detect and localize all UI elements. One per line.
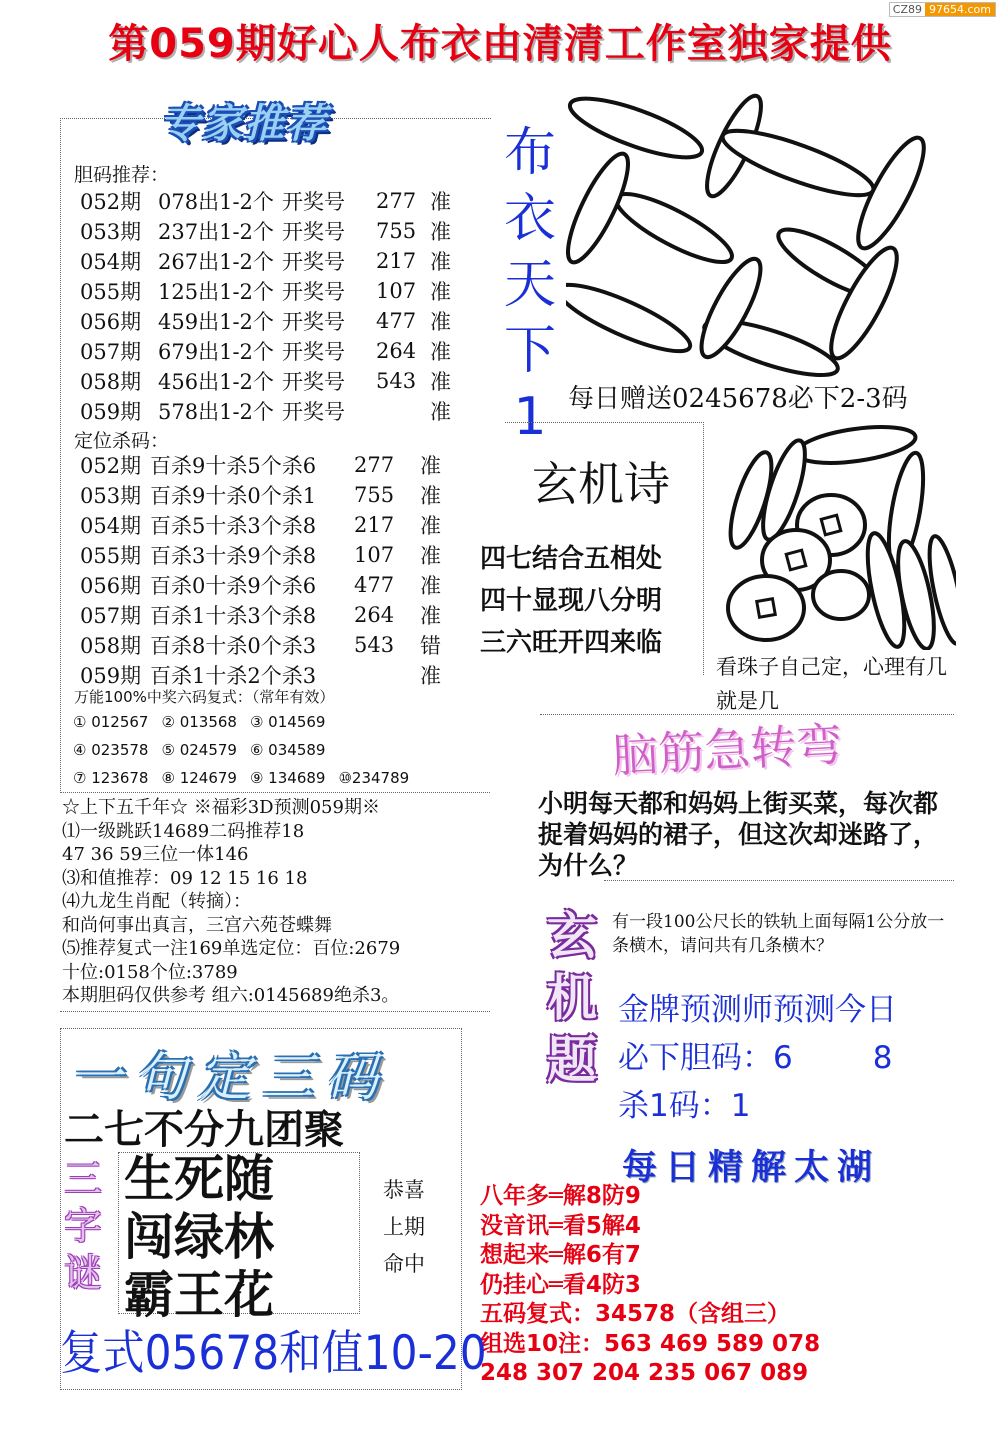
combo-item: ① 012567 — [73, 713, 149, 731]
dan-row — [80, 336, 460, 366]
dan-result: 217 — [376, 249, 417, 273]
congrats-note — [383, 1172, 425, 1283]
poem-title: 玄机诗 — [532, 457, 670, 511]
dan-result: 264 — [376, 339, 417, 363]
kill-pick: 百杀8十杀0个杀3 — [150, 634, 317, 658]
dan-mark: 准 — [430, 220, 451, 244]
dan-label: 开奖号 — [282, 370, 345, 394]
buyi-char: 衣 — [503, 189, 556, 249]
buyi-char: 1 — [513, 387, 547, 447]
sanzi-answer: 闯绿林 — [124, 1207, 274, 1266]
xuanji-ti-divider — [604, 880, 954, 881]
taihu-line: 仍挂心═看4防3 — [480, 1271, 641, 1298]
sanzi-label — [64, 1156, 114, 1297]
taihu-list — [480, 1182, 820, 1389]
sanzi-answer: 霸王花 — [124, 1265, 274, 1324]
coins-beads-image — [706, 420, 956, 650]
combo-item: ⑥ 034589 — [249, 741, 326, 759]
dan-mark: 准 — [430, 400, 451, 424]
xuanji-ti-title — [540, 905, 604, 1091]
dan-label: 开奖号 — [282, 250, 345, 274]
dan-result — [376, 396, 430, 426]
buyi-char: 下 — [503, 321, 556, 381]
dan-pick: 125出1-2个 — [158, 280, 274, 304]
forecast-line: ⑷九龙生肖配（转摘）： — [62, 891, 251, 912]
kill-period: 055期 — [80, 544, 142, 568]
combo-item: ④ 023578 — [73, 741, 149, 759]
dan-table — [80, 186, 460, 426]
dan-period: 054期 — [80, 250, 142, 274]
xuanji-ti-char: 题 — [547, 1031, 597, 1089]
naojin-title: 脑筋急转弯 — [610, 717, 844, 783]
sanzi-char: 三 — [64, 1157, 103, 1201]
kill-row — [80, 450, 450, 480]
kill-result: 477 — [354, 573, 395, 597]
taihu-line: 没音讯═看5解4 — [480, 1212, 641, 1239]
kill-row — [80, 600, 450, 630]
taihu-title: 每日精解太湖 — [622, 1147, 881, 1188]
dan-row — [80, 396, 460, 426]
kill-row — [80, 510, 450, 540]
taihu-line: 想起来═解6有7 — [480, 1242, 641, 1268]
forecast-line: ⑴一级跳跃14689二码推荐18 — [62, 820, 305, 842]
dan-mark: 准 — [430, 340, 451, 364]
buyi-vertical-title — [494, 120, 566, 450]
beads-image-25 — [566, 88, 946, 368]
gold-line2 — [618, 1034, 897, 1082]
sanzi-char: 字 — [64, 1204, 103, 1248]
kill-pick: 百杀9十杀0个杀1 — [150, 484, 317, 508]
combo-item: ⑤ 024579 — [161, 741, 237, 759]
kill-row — [80, 480, 450, 510]
dan-row — [80, 306, 460, 336]
dan-mark: 准 — [430, 310, 451, 334]
kill-period: 058期 — [80, 634, 142, 658]
combo-row — [72, 708, 421, 736]
site-watermark[interactable] — [889, 2, 996, 17]
congrats-line: 上期 — [383, 1215, 425, 1239]
dan-period: 058期 — [80, 370, 142, 394]
dan-row — [80, 276, 460, 306]
combo-table — [72, 708, 421, 792]
forecast-block — [62, 796, 400, 1008]
dan-period: 052期 — [80, 190, 142, 214]
dan-mark: 准 — [430, 250, 451, 274]
dan-mark: 准 — [430, 370, 451, 394]
buyi-char: 天 — [503, 255, 556, 315]
gold-prediction — [618, 986, 897, 1130]
dan-pick: 078出1-2个 — [158, 190, 274, 214]
dan-period: 055期 — [80, 280, 142, 304]
kill-row — [80, 630, 450, 660]
kill-mark: 准 — [420, 454, 441, 478]
xuanji-ti-char: 玄 — [547, 907, 597, 965]
dan-result: 755 — [376, 219, 417, 243]
dan-mark: 准 — [430, 190, 451, 214]
taihu-line: 八年多═解8防9 — [480, 1183, 641, 1209]
dan-label: 开奖号 — [282, 340, 345, 364]
buyi-char: 布 — [503, 123, 556, 183]
forecast-line: ⑸推荐复式一注169单选定位：百位:2679 — [62, 938, 401, 959]
gold-line3: 杀1码：1 — [618, 1088, 751, 1124]
bead-note: 看珠子自己定，心理有几就是几 — [716, 655, 947, 713]
dan-result: 277 — [376, 189, 417, 213]
gold-dan1: 6 — [773, 1040, 793, 1076]
dan-row — [80, 366, 460, 396]
kill-period: 057期 — [80, 604, 142, 628]
watermark-code: CZ89 — [892, 3, 923, 16]
dan-label: 胆码推荐： — [74, 164, 170, 186]
kill-result: 107 — [354, 543, 395, 567]
combo-item: ⑨ 134689 — [249, 769, 326, 787]
combo-item: ③ 014569 — [249, 713, 326, 731]
combo-item: ② 013568 — [161, 713, 237, 731]
forecast-line: ☆上下五千年☆ ※福彩3D预测059期※ — [62, 797, 380, 818]
dan-result: 477 — [376, 309, 417, 333]
kill-result — [354, 660, 420, 690]
kill-period: 056期 — [80, 574, 142, 598]
dan-label: 开奖号 — [282, 400, 345, 424]
combo-item: ⑩234789 — [338, 769, 410, 787]
dan-mark: 准 — [430, 280, 451, 304]
kill-period: 054期 — [80, 514, 142, 538]
dan-result: 543 — [376, 369, 417, 393]
forecast-line: 47 36 59三位一体146 — [62, 844, 249, 865]
dan-pick: 267出1-2个 — [158, 250, 274, 274]
kill-pick: 百杀0十杀9个杀6 — [150, 574, 317, 598]
dan-row — [80, 246, 460, 276]
combo-item: ⑧ 124679 — [161, 769, 237, 787]
yiju-title: 一句定三码 — [70, 1048, 391, 1108]
dan-period: 057期 — [80, 340, 142, 364]
kill-mark: 准 — [420, 484, 441, 508]
kill-pick: 百杀3十杀9个杀8 — [150, 544, 317, 568]
kill-label: 定位杀码： — [74, 430, 170, 452]
kill-mark: 准 — [420, 664, 441, 688]
poem-line: 三六旺开四来临 — [480, 628, 663, 658]
sanzi-answers — [124, 1150, 274, 1324]
kill-row — [80, 540, 450, 570]
yiju-phrase: 二七不分九团聚 — [64, 1107, 344, 1153]
dan-period: 056期 — [80, 310, 142, 334]
sanzi-answer: 生死随 — [124, 1149, 274, 1208]
watermark-domain: 97654.com — [925, 3, 995, 16]
dan-label: 开奖号 — [282, 280, 345, 304]
forecast-line: ⑶和值推荐：09 12 15 16 18 — [62, 867, 308, 889]
dan-label: 开奖号 — [282, 220, 345, 244]
combo-row — [72, 736, 421, 764]
kill-mark: 错 — [420, 634, 441, 658]
page-title: 第059期好心人布衣由清清工作室独家提供 — [108, 21, 892, 67]
dan-row — [80, 186, 460, 216]
gold-dan-label: 必下胆码： — [618, 1040, 773, 1076]
dan-row — [80, 216, 460, 246]
forecast-line: 和尚何事出真言，三宫六苑苍蝶舞 — [62, 914, 332, 936]
kill-period: 059期 — [80, 664, 142, 688]
dan-pick: 679出1-2个 — [158, 340, 274, 364]
dan-pick: 578出1-2个 — [158, 400, 274, 424]
congrats-line: 命中 — [383, 1252, 425, 1276]
kill-table — [80, 450, 450, 690]
kill-pick: 百杀1十杀2个杀3 — [150, 664, 317, 688]
kill-mark: 准 — [420, 544, 441, 568]
expert-heading: 专家推荐 — [160, 101, 328, 147]
gift-text: 每日赠送0245678必下2-3码 — [568, 384, 908, 414]
taihu-line: 组选10注：563 469 589 078 — [480, 1330, 821, 1357]
kill-result: 277 — [354, 453, 395, 477]
combo-label: 万能100%中奖六码复式：（常年有效） — [74, 688, 335, 706]
dan-result: 107 — [376, 279, 417, 303]
dan-pick: 237出1-2个 — [158, 220, 274, 244]
kill-result: 543 — [354, 633, 395, 657]
kill-row — [80, 570, 450, 600]
dan-period: 053期 — [80, 220, 142, 244]
naojin-question: 小明每天都和妈妈上街买菜，每次都捉着妈妈的裙子，但这次却迷路了，为什么？ — [538, 789, 939, 880]
dan-pick: 459出1-2个 — [158, 310, 274, 334]
taihu-line: 248 307 204 235 067 089 — [480, 1360, 809, 1386]
kill-pick: 百杀9十杀5个杀6 — [150, 454, 317, 478]
kill-pick: 百杀1十杀3个杀8 — [150, 604, 317, 628]
forecast-line: 本期胆码仅供参考 组六:0145689绝杀3。 — [62, 985, 400, 1006]
gold-dan2: 8 — [872, 1040, 893, 1076]
kill-period: 053期 — [80, 484, 142, 508]
congrats-line: 恭喜 — [383, 1178, 425, 1202]
xuanji-ti-char: 机 — [547, 969, 597, 1027]
kill-mark: 准 — [420, 604, 441, 628]
dan-label: 开奖号 — [282, 190, 345, 214]
dan-label: 开奖号 — [282, 310, 345, 334]
kill-mark: 准 — [420, 514, 441, 538]
dan-pick: 456出1-2个 — [158, 370, 274, 394]
kill-period: 052期 — [80, 454, 142, 478]
poem-line: 四七结合五相处 — [480, 544, 663, 574]
combo-row — [72, 764, 421, 792]
sanzi-char: 谜 — [64, 1251, 103, 1295]
kill-result: 755 — [354, 483, 395, 507]
dan-period: 059期 — [80, 400, 142, 424]
forecast-line: 十位:0158个位:3789 — [62, 961, 238, 983]
kill-result: 264 — [354, 603, 395, 627]
gold-line1: 金牌预测师预测今日 — [618, 992, 897, 1028]
kill-mark: 准 — [420, 574, 441, 598]
poem-lines — [480, 538, 662, 664]
kill-pick: 百杀5十杀3个杀8 — [150, 514, 317, 538]
xuanji-ti-question: 有一段100公尺长的铁轨上面每隔1公分放一条横木，请问共有几条横木？ — [612, 912, 945, 956]
poem-line: 四十显现八分明 — [480, 586, 663, 616]
combo-item: ⑦ 123678 — [73, 769, 149, 787]
taihu-line: 五码复式：34578（含组三） — [480, 1301, 791, 1327]
fushi-footer: 复式05678和值10-20 — [60, 1326, 487, 1381]
kill-result: 217 — [354, 513, 395, 537]
